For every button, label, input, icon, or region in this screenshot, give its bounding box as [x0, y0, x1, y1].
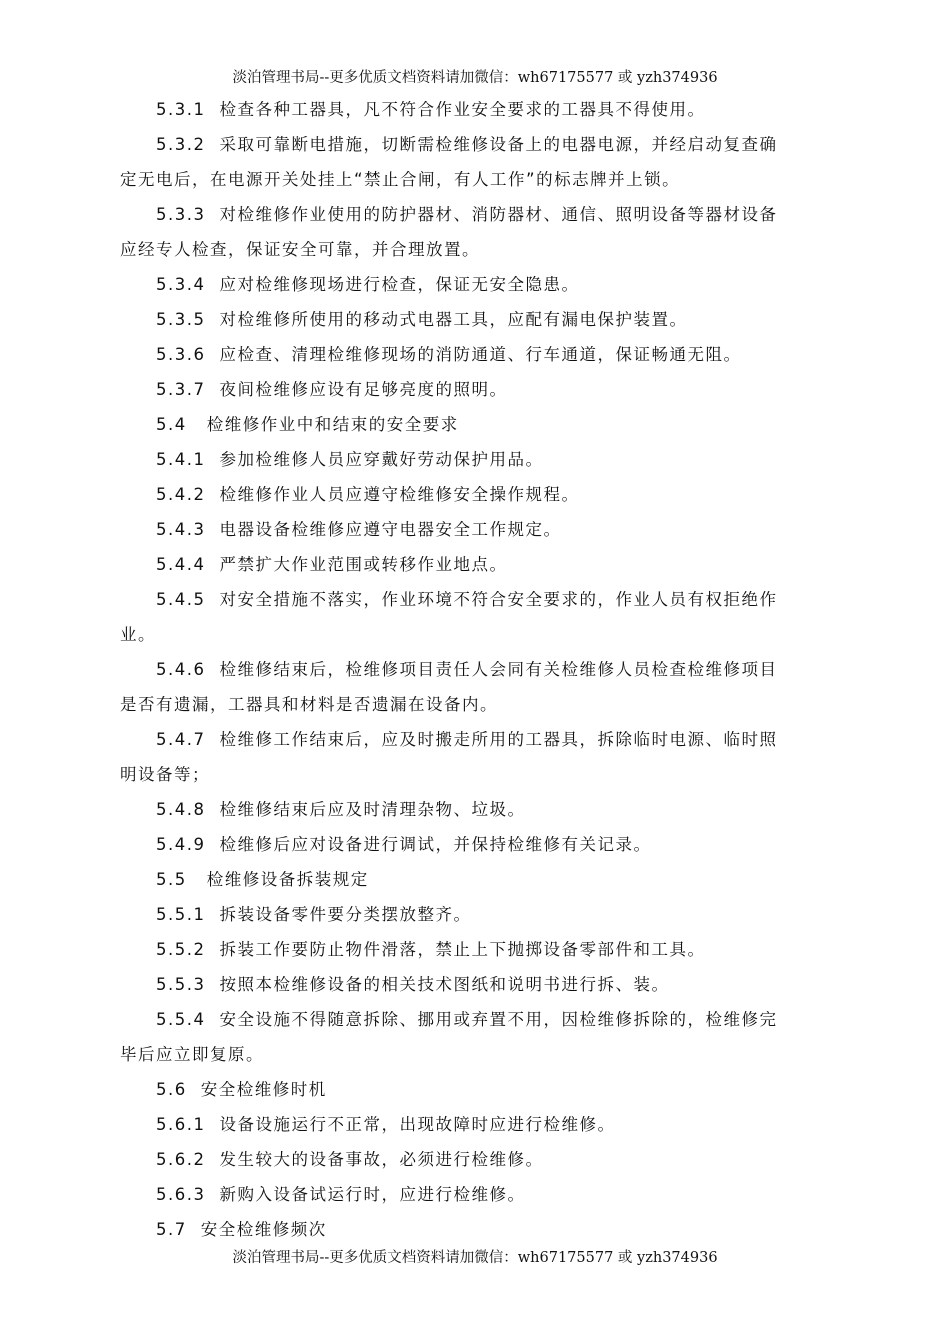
paragraph-line	[120, 1177, 835, 1212]
paragraph-line	[120, 232, 835, 267]
clause-text: 检维修结束后应及时清理杂物、垃圾。	[219, 800, 526, 819]
clause-text: 安全设施不得随意拆除、挪用或弃置不用，因检维修拆除的，检维修完	[219, 1010, 778, 1029]
section-heading	[120, 407, 835, 442]
clause-number: 5.5.1	[156, 905, 206, 924]
clause-text: 检查各种工器具，凡不符合作业安全要求的工器具不得使用。	[219, 100, 706, 119]
clause-number: 5.5.3	[156, 975, 206, 994]
clause-number: 5.4.5	[156, 590, 206, 609]
clause-number: 5.4.6	[156, 660, 206, 679]
clause-text: 对检维修作业使用的防护器材、消防器材、通信、照明设备等器材设备	[219, 205, 778, 224]
section-heading	[120, 862, 835, 897]
paragraph-line	[120, 127, 835, 162]
clause-number: 5.4.1	[156, 450, 206, 469]
section-heading	[120, 1212, 835, 1247]
section-title: 检维修设备拆装规定	[206, 870, 369, 889]
clause-text: 应对检维修现场进行检查，保证无安全隐患。	[219, 275, 580, 294]
clause-text: 检维修作业人员应遵守检维修安全操作规程。	[219, 485, 580, 504]
paragraph-line	[120, 897, 835, 932]
paragraph-line	[120, 302, 835, 337]
clause-text: 检维修结束后，检维修项目责任人会同有关检维修人员检查检维修项目	[219, 660, 778, 679]
paragraph-line	[120, 197, 835, 232]
section-number: 5.7	[156, 1220, 187, 1239]
clause-text: 毕后应立即复原。	[120, 1045, 264, 1064]
clause-number: 5.5.2	[156, 940, 206, 959]
paragraph-line	[120, 547, 835, 582]
clause-number: 5.4.8	[156, 800, 206, 819]
paragraph-line	[120, 652, 835, 687]
paragraph-line	[120, 442, 835, 477]
page-header: 淡泊管理书局--更多优质文档资料请加微信：wh67175577 或 yzh374936	[232, 70, 718, 86]
clause-number: 5.3.3	[156, 205, 206, 224]
clause-number: 5.5.4	[156, 1010, 206, 1029]
clause-text: 对检维修所使用的移动式电器工具，应配有漏电保护装置。	[219, 310, 688, 329]
clause-number: 5.4.9	[156, 835, 206, 854]
paragraph-line	[120, 477, 835, 512]
clause-text: 夜间检维修应设有足够亮度的照明。	[219, 380, 508, 399]
clause-text: 检维修工作结束后，应及时搬走所用的工器具，拆除临时电源、临时照	[219, 730, 778, 749]
clause-text: 拆装设备零件要分类摆放整齐。	[219, 905, 472, 924]
paragraph-line	[120, 162, 835, 197]
paragraph-line	[120, 1107, 835, 1142]
clause-number: 5.3.5	[156, 310, 206, 329]
clause-text: 新购入设备试运行时，应进行检维修。	[219, 1185, 526, 1204]
page-footer: 淡泊管理书局--更多优质文档资料请加微信：wh67175577 或 yzh374936	[232, 1250, 718, 1266]
section-number: 5.5	[156, 870, 187, 889]
paragraph-line	[120, 337, 835, 372]
clause-number: 5.4.4	[156, 555, 206, 574]
paragraph-line	[120, 827, 835, 862]
clause-text: 电器设备检维修应遵守电器安全工作规定。	[219, 520, 562, 539]
clause-number: 5.6.3	[156, 1185, 206, 1204]
clause-text: 应经专人检查，保证安全可靠，并合理放置。	[120, 240, 480, 259]
clause-number: 5.3.4	[156, 275, 206, 294]
paragraph-line	[120, 267, 835, 302]
clause-text: 是否有遗漏，工器具和材料是否遗漏在设备内。	[120, 695, 498, 714]
section-title: 检维修作业中和结束的安全要求	[206, 415, 459, 434]
clause-text: 严禁扩大作业范围或转移作业地点。	[219, 555, 508, 574]
paragraph-line	[120, 372, 835, 407]
clause-number: 5.3.6	[156, 345, 206, 364]
clause-number: 5.3.7	[156, 380, 206, 399]
paragraph-line	[120, 792, 835, 827]
paragraph-line	[120, 932, 835, 967]
section-number: 5.6	[156, 1080, 187, 1099]
paragraph-line	[120, 757, 835, 792]
clause-text: 采取可靠断电措施，切断需检维修设备上的电器电源，并经启动复查确	[219, 135, 778, 154]
paragraph-line	[120, 1142, 835, 1177]
section-heading	[120, 1072, 835, 1107]
section-title: 安全检维修时机	[200, 1080, 327, 1099]
clause-number: 5.6.1	[156, 1115, 206, 1134]
paragraph-line	[120, 582, 835, 617]
clause-number: 5.4.3	[156, 520, 206, 539]
paragraph-line	[120, 1037, 835, 1072]
clause-text: 拆装工作要防止物件滑落，禁止上下抛掷设备零部件和工具。	[219, 940, 706, 959]
clause-text: 设备设施运行不正常，出现故障时应进行检维修。	[219, 1115, 616, 1134]
section-number: 5.4	[156, 415, 187, 434]
paragraph-line	[120, 1002, 835, 1037]
clause-text: 应检查、清理检维修现场的消防通道、行车通道，保证畅通无阻。	[219, 345, 742, 364]
paragraph-line	[120, 967, 835, 1002]
paragraph-line	[120, 687, 835, 722]
document-body	[120, 92, 835, 1247]
clause-number: 5.3.1	[156, 100, 206, 119]
clause-text: 业。	[120, 625, 156, 644]
clause-number: 5.4.2	[156, 485, 206, 504]
clause-text: 明设备等；	[120, 765, 210, 784]
paragraph-line	[120, 617, 835, 652]
paragraph-line	[120, 512, 835, 547]
clause-text: 按照本检维修设备的相关技术图纸和说明书进行拆、装。	[219, 975, 670, 994]
paragraph-line	[120, 92, 835, 127]
paragraph-line	[120, 722, 835, 757]
clause-number: 5.4.7	[156, 730, 206, 749]
clause-text: 对安全措施不落实，作业环境不符合安全要求的，作业人员有权拒绝作	[219, 590, 778, 609]
section-title: 安全检维修频次	[200, 1220, 327, 1239]
clause-number: 5.6.2	[156, 1150, 206, 1169]
clause-text: 参加检维修人员应穿戴好劳动保护用品。	[219, 450, 544, 469]
clause-text: 检维修后应对设备进行调试，并保持检维修有关记录。	[219, 835, 652, 854]
clause-number: 5.3.2	[156, 135, 206, 154]
clause-text: 发生较大的设备事故，必须进行检维修。	[219, 1150, 544, 1169]
clause-text: 定无电后，在电源开关处挂上“禁止合闸，有人工作”的标志牌并上锁。	[120, 170, 681, 189]
